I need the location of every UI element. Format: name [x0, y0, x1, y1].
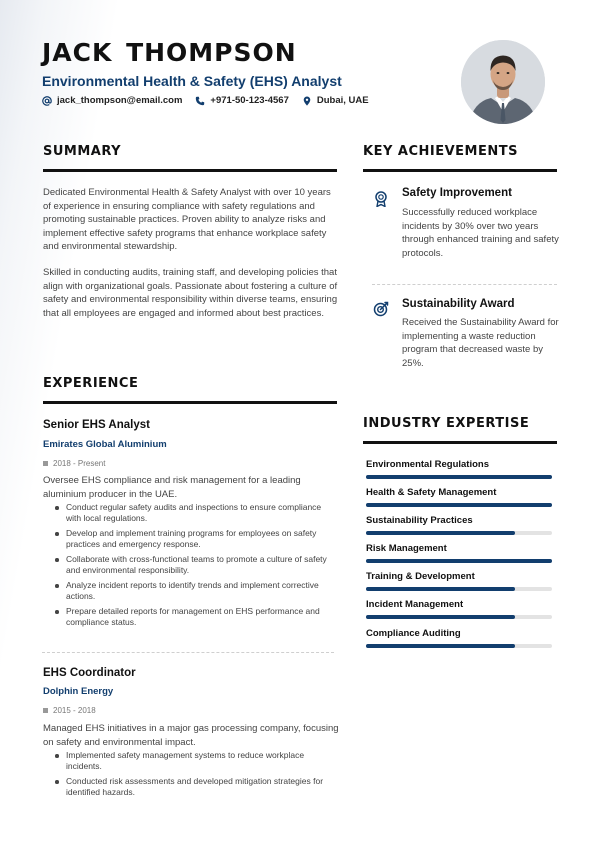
skill-bar-track	[366, 615, 552, 619]
skill-bar-track	[366, 475, 552, 479]
achievement-title: Sustainability Award	[402, 298, 515, 310]
skill-item	[366, 628, 552, 648]
skill-bar-fill	[366, 475, 552, 479]
portrait-image	[461, 40, 545, 124]
skill-label: Environmental Regulations	[366, 459, 489, 470]
list-item: Implemented safety management systems to reduce workplace incidents.	[53, 750, 337, 772]
skill-bar-track	[366, 644, 552, 648]
expertise-heading: INDUSTRY EXPERTISE	[363, 416, 530, 431]
job-company: Dolphin Energy	[43, 686, 114, 697]
skill-item	[366, 543, 552, 563]
contact-location	[302, 95, 369, 106]
job-summary: Managed EHS initiatives in a major gas processing company, focusing on safety and environmental impact.	[43, 723, 339, 748]
skill-bar-track	[366, 587, 552, 591]
achievements-divider	[363, 169, 557, 172]
summary-divider	[43, 169, 337, 172]
contact-email[interactable]	[42, 95, 182, 106]
profile-photo	[461, 40, 545, 124]
skill-item	[366, 487, 552, 507]
calendar-icon	[43, 708, 48, 713]
skill-bar-fill	[366, 559, 552, 563]
list-item: Conduct regular safety audits and inspections to ensure compliance with local regulations.	[53, 502, 337, 524]
skill-bar-fill	[366, 503, 552, 507]
at-icon	[42, 96, 52, 106]
job-dates-text: 2018 - Present	[53, 459, 106, 468]
job-dates	[43, 706, 96, 715]
experience-separator	[42, 652, 334, 653]
skill-label: Incident Management	[366, 599, 464, 610]
achievement-title: Safety Improvement	[402, 187, 512, 199]
target-icon	[373, 301, 389, 317]
calendar-icon	[43, 461, 48, 466]
skill-bar-track	[366, 531, 552, 535]
job-bullets	[53, 750, 337, 802]
candidate-name: JACK THOMPSON	[42, 38, 297, 67]
achievement-separator	[372, 284, 557, 285]
summary-paragraph-1: Dedicated Environmental Health & Safety Analyst with over 10 years of experience in ensuring compliance with safety regulations and promoting sustainable practices. Proven ability to analyze risks and implement effective safety programs that enhance workplace safety and environmental stewardship.	[43, 187, 331, 252]
skill-item	[366, 599, 552, 619]
job-bullets	[53, 502, 337, 632]
job-dates-text: 2015 - 2018	[53, 706, 96, 715]
skill-bar-fill	[366, 644, 515, 648]
skill-bar-track	[366, 503, 552, 507]
list-item: Develop and implement training programs for employees on safety practices and emergency response.	[53, 528, 337, 550]
skill-label: Compliance Auditing	[366, 628, 461, 639]
job-dates	[43, 459, 105, 468]
achievements-heading: KEY ACHIEVEMENTS	[363, 144, 518, 159]
skill-bar-fill	[366, 587, 515, 591]
contact-phone[interactable]	[195, 95, 288, 106]
skill-label: Risk Management	[366, 543, 447, 554]
skill-item	[366, 571, 552, 591]
list-item: Conducted risk assessments and developed mitigation strategies for identified hazards.	[53, 776, 337, 798]
summary-heading: SUMMARY	[43, 144, 122, 159]
job-company: Emirates Global Aluminium	[43, 439, 167, 450]
job-title: EHS Coordinator	[43, 667, 136, 679]
location-text: Dubai, UAE	[316, 95, 369, 106]
skill-bar-track	[366, 559, 552, 563]
skill-item	[366, 459, 552, 479]
job-title: Senior EHS Analyst	[43, 419, 150, 431]
skill-label: Training & Development	[366, 571, 475, 582]
phone-icon	[195, 96, 205, 106]
award-ribbon-icon	[373, 191, 389, 207]
contact-row	[42, 95, 369, 106]
skill-label: Sustainability Practices	[366, 515, 473, 526]
list-item: Prepare detailed reports for management on EHS performance and compliance status.	[53, 606, 337, 628]
experience-divider	[43, 401, 337, 404]
list-item: Analyze incident reports to identify trends and implement corrective actions.	[53, 580, 337, 602]
skill-item	[366, 515, 552, 535]
list-item: Collaborate with cross-functional teams to promote a culture of safety and environmental responsibility.	[53, 554, 337, 576]
summary-paragraph-2: Skilled in conducting audits, training staff, and developing policies that align with organizational goals. Passionate about fostering a culture of safety and environmental responsibility within diverse teams, ensuring that all employees are engaged and informed about best practices.	[43, 267, 338, 319]
experience-heading: EXPERIENCE	[43, 376, 139, 391]
email-text: jack_thompson@email.com	[57, 95, 183, 106]
map-pin-icon	[302, 96, 312, 106]
achievement-text: Received the Sustainability Award for implementing a waste reduction program that decreased waste by 25%.	[402, 317, 559, 369]
achievement-text: Successfully reduced workplace incidents by 30% over two years through enhanced training and safety protocols.	[402, 207, 559, 259]
skill-bar-fill	[366, 615, 515, 619]
job-summary: Oversee EHS compliance and risk management for a leading aluminium producer in the UAE.	[43, 475, 301, 500]
phone-text: +971-50-123-4567	[210, 95, 289, 106]
skill-bar-fill	[366, 531, 515, 535]
candidate-role: Environmental Health & Safety (EHS) Analyst	[42, 73, 342, 89]
expertise-divider	[363, 441, 557, 444]
skill-label: Health & Safety Management	[366, 487, 497, 498]
